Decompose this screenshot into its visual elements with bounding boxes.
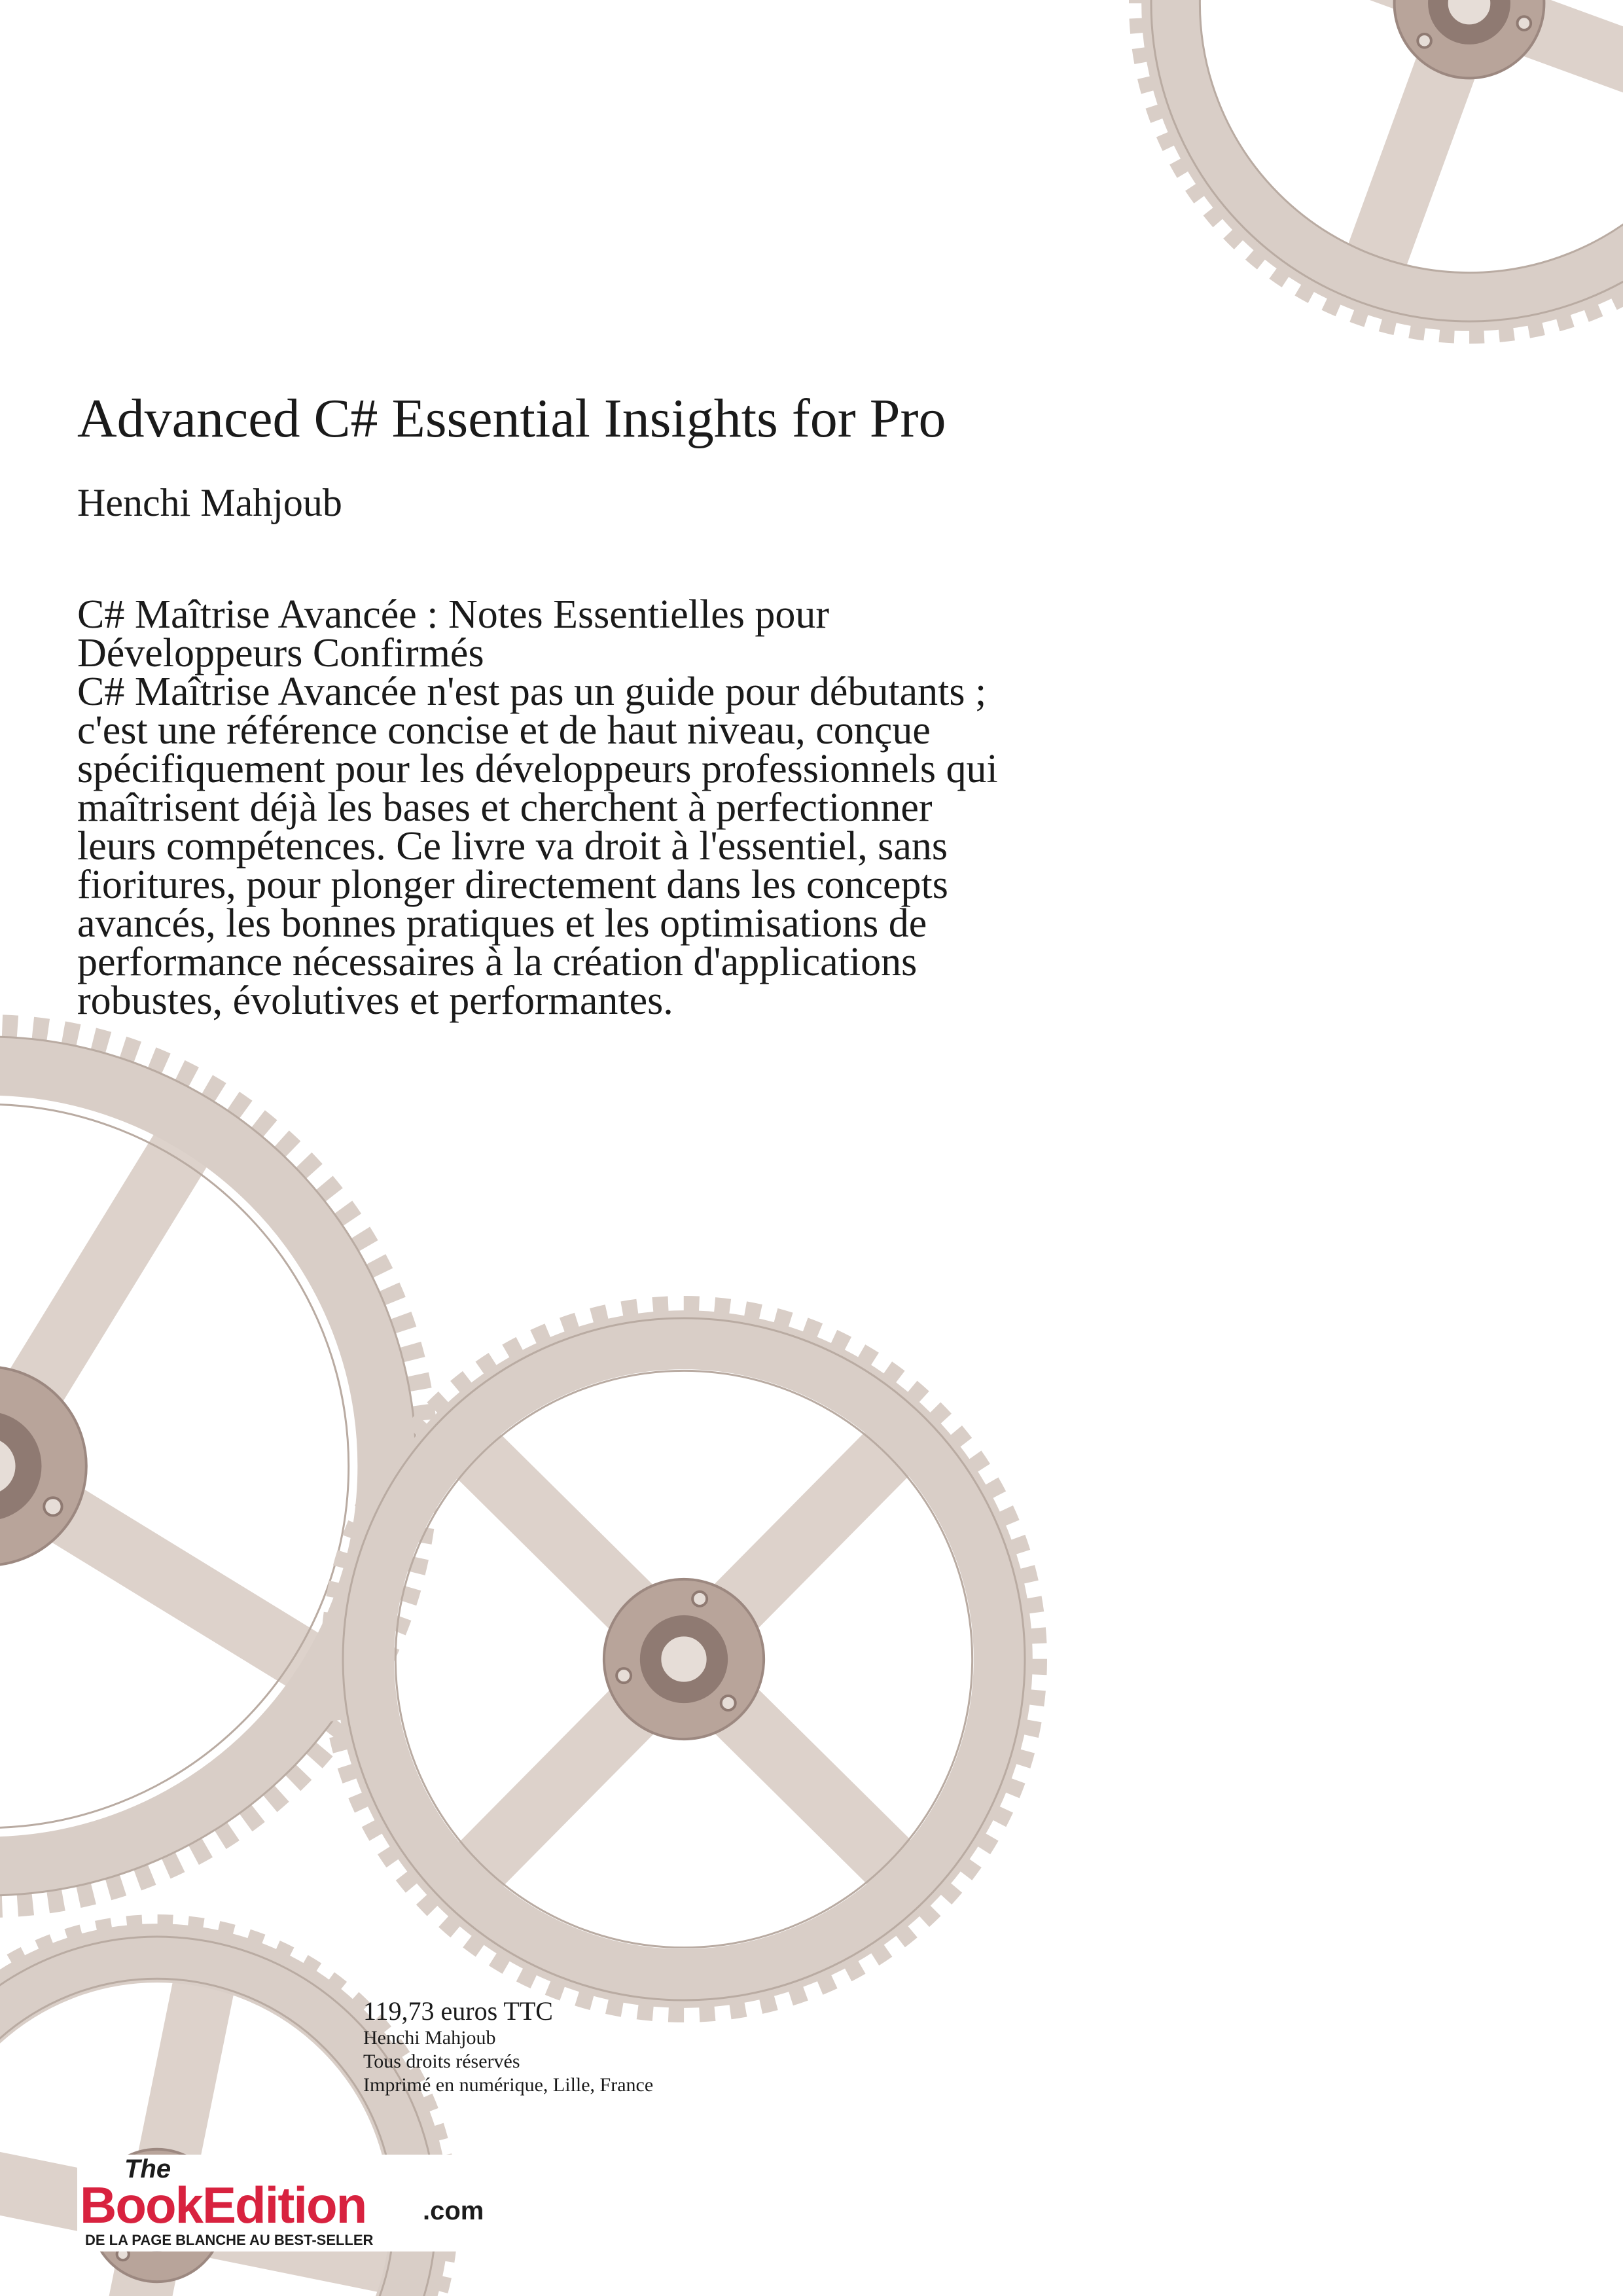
book-description (77, 592, 1229, 1023)
description-line: fioritures, pour plonger directement dans les concepts (77, 863, 948, 907)
gear-center (332, 1307, 1036, 2011)
logo-suffix: .com (423, 2197, 484, 2225)
description-line: avancés, les bonnes pratiques et les optimisations de (77, 901, 927, 946)
price: 119,73 euros TTC (363, 1996, 553, 2026)
description-line: C# Maîtrise Avancée n'est pas un guide pour débutants ; (77, 670, 987, 714)
description-line: Développeurs Confirmés (77, 631, 484, 675)
imprint-rights: Tous droits réservés (363, 2051, 520, 2072)
description-line: robustes, évolutives et performantes. (77, 978, 673, 1023)
publisher-logo (77, 2155, 484, 2251)
description-line: performance nécessaires à la création d'applications (77, 940, 918, 984)
logo-tagline: DE LA PAGE BLANCHE AU BEST-SELLER (85, 2232, 374, 2248)
logo-brand: BookEdition (80, 2176, 366, 2234)
description-line: leurs compétences. Ce livre va droit à l'essentiel, sans (77, 824, 948, 869)
description-line: maîtrisent déjà les bases et cherchent à perfectionner (77, 785, 933, 830)
book-title: Advanced C# Essential Insights for Pro (77, 388, 946, 449)
description-line: C# Maîtrise Avancée : Notes Essentielles pour (77, 592, 830, 637)
logo-the: The (124, 2155, 171, 2183)
book-author: Henchi Mahjoub (77, 481, 342, 524)
description-line: spécifiquement pour les développeurs professionnels qui (77, 747, 998, 791)
gear-top-right (1140, 0, 1623, 332)
description-line: c'est une référence concise et de haut niveau, conçue (77, 708, 931, 753)
imprint-printed: Imprimé en numérique, Lille, France (363, 2074, 654, 2096)
imprint-author: Henchi Mahjoub (363, 2027, 496, 2049)
imprint-block (363, 1996, 653, 2097)
